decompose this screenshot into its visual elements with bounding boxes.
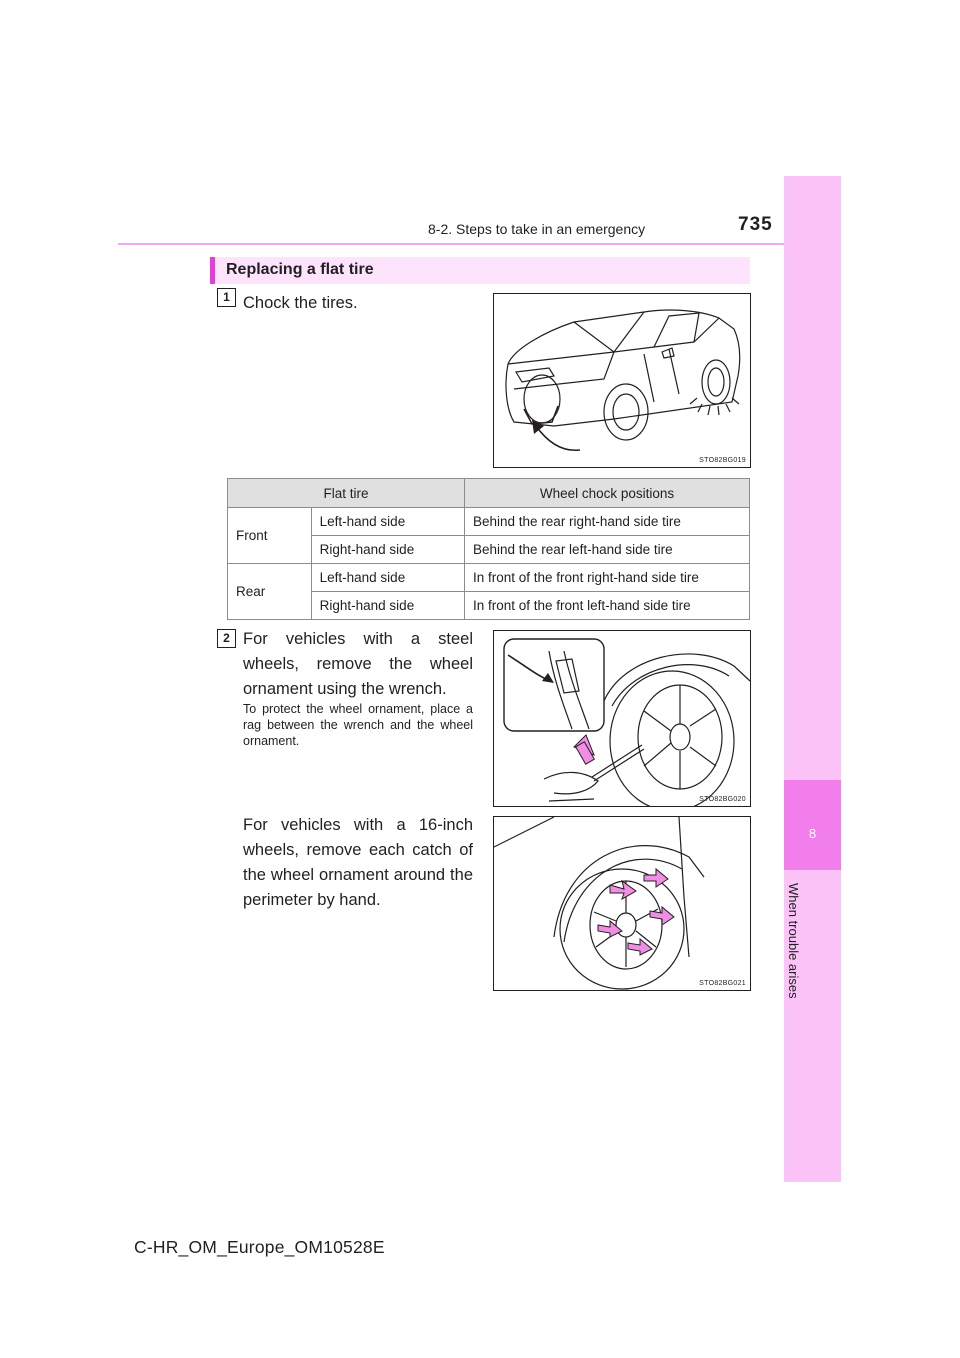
step-badge-2: 2	[217, 629, 236, 648]
wheel-chock-table	[227, 478, 750, 620]
table-header: Wheel chock positions	[465, 479, 750, 508]
figure-wheel-hand	[493, 816, 751, 991]
table-cell: Right-hand side	[311, 536, 464, 564]
car-illustration	[494, 294, 750, 467]
figure-car-chock	[493, 293, 751, 468]
table-cell: Behind the rear left-hand side tire	[465, 536, 750, 564]
chapter-label	[786, 883, 818, 1013]
table-header-row	[228, 479, 750, 508]
figure-wheel-wrench	[493, 630, 751, 807]
figure-id: STO82BG019	[699, 457, 746, 464]
chapter-label-text: When trouble arises	[786, 883, 801, 999]
table-cell: Right-hand side	[311, 592, 464, 620]
step-badge-1: 1	[217, 288, 236, 307]
chapter-number-box	[784, 780, 841, 870]
table-cell: Left-hand side	[311, 508, 464, 536]
page-number: 735	[738, 214, 773, 235]
table-cell-group: Front	[228, 508, 312, 564]
wheel-hand-illustration	[494, 817, 750, 990]
section-heading: Replacing a flat tire	[226, 261, 374, 278]
table-cell: Behind the rear right-hand side tire	[465, 508, 750, 536]
document-footer: C-HR_OM_Europe_OM10528E	[134, 1237, 385, 1257]
table-cell: In front of the front left-hand side tire	[465, 592, 750, 620]
table-row	[228, 564, 750, 592]
table-cell: Left-hand side	[311, 564, 464, 592]
section-title: 8-2. Steps to take in an emergency	[428, 221, 646, 237]
header-rule	[118, 243, 841, 245]
wheel-wrench-illustration	[494, 631, 750, 806]
step-2-text: For vehicles with a steel wheels, remove the wheel ornament using the wrench.	[243, 630, 473, 698]
section-heading-accent	[210, 257, 215, 284]
chapter-number: 8	[808, 826, 817, 841]
figure-id: STO82BG021	[699, 980, 746, 987]
step-2-note: To protect the wheel ornament, place a rag between the wrench and the wheel ornament.	[243, 702, 473, 748]
figure-id: STO82BG020	[699, 796, 746, 803]
table-cell-group: Rear	[228, 564, 312, 620]
table-row	[228, 508, 750, 536]
table-header: Flat tire	[228, 479, 465, 508]
chapter-side-tab	[784, 176, 841, 1182]
step-1-text: Chock the tires.	[243, 294, 358, 312]
step-2-sub-text: For vehicles with a 16-inch wheels, remove each catch of the wheel ornament around the perimeter by hand.	[243, 816, 473, 909]
table-cell: In front of the front right-hand side tire	[465, 564, 750, 592]
